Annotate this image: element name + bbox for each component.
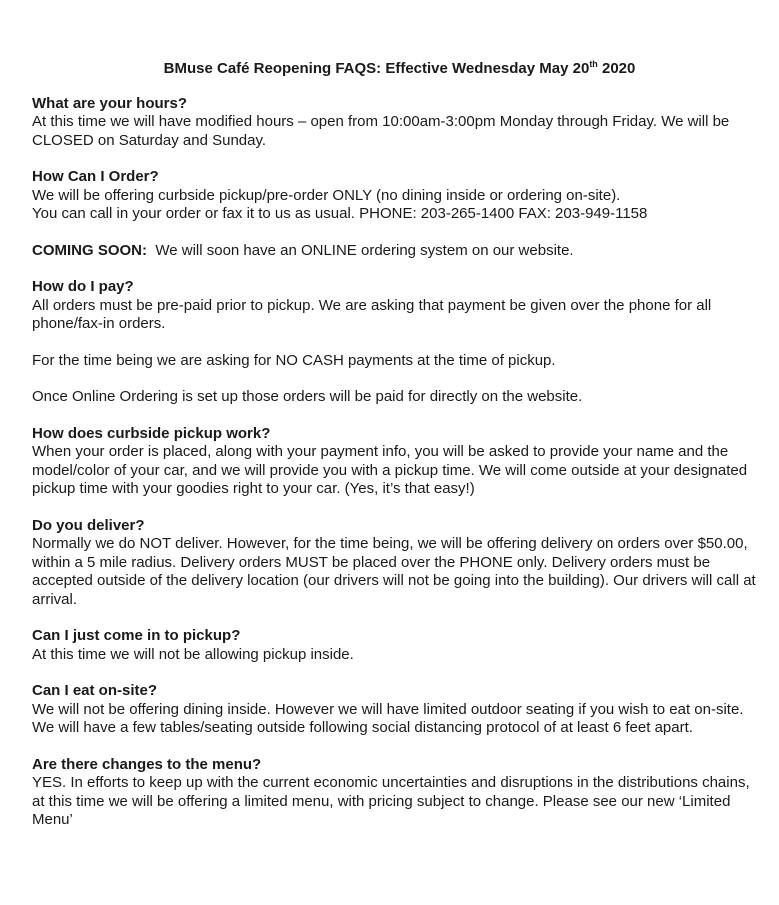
faq-pickup-inside [32,627,757,664]
faq-question: Can I just come in to pickup? [32,627,241,644]
faq-question: How does curbside pickup work? [32,424,271,442]
faq-answer: We will not be offering dining inside. However we will have limited outdoor seating if you wish to eat on-site. We will have a few tables/seating outside following social distancing protocol of at least 6 feet apart. [32,700,744,736]
faq-question: Can I eat on-site? [32,682,158,699]
faq-hours [32,95,757,151]
title-year: 2020 [597,60,636,77]
faq-question: Do you deliver? [32,516,145,534]
document-title [32,60,757,79]
faq-question: What are your hours? [32,94,188,112]
coming-soon-notice [32,242,757,261]
faq-answer: YES. In efforts to keep up with the current economic uncertainties and disruptions in the distributions chains, at this time we will be offering a limited menu, with pricing subject to change. Please see our new ‘Limited Menu’ [32,774,750,828]
faq-answer-line: We will be offering curbside pickup/pre-order ONLY (no dining inside or ordering on-site). [32,186,621,204]
title-text: BMuse Café Reopening FAQS: Effective Wednesday May 20 [163,60,590,77]
faq-pay [32,278,757,407]
faq-answer-no-cash: For the time being we are asking for NO CASH payments at the time of pickup. [32,351,556,369]
faq-deliver [32,517,757,610]
faq-question: How do I pay? [32,278,134,295]
faq-answer: All orders must be pre-paid prior to pickup. We are asking that payment be given over the phone for all phone/fax-in orders. [32,296,712,332]
faq-question: Are there changes to the menu? [32,755,262,773]
faq-question: How Can I Order? [32,168,159,185]
faq-order [32,168,757,224]
faq-answer-line: You can call in your order or fax it to us as usual. PHONE: 203-265-1400 FAX: 203-949-1158 [32,205,648,222]
coming-soon-label: COMING SOON: [32,241,147,259]
faq-answer: At this time we will have modified hours – open from 10:00am-3:00pm Monday through Friday. We will be CLOSED on Saturday and Sunday. [32,113,730,149]
title-superscript: th [589,59,598,69]
faq-curbside [32,425,757,499]
faq-answer: When your order is placed, along with your payment info, you will be asked to provide your name and the model/color of your car, and we will provide you with a pickup time. We will come outside at your designated pickup time with your goodies right to your car. (Yes, it’s that easy!) [32,443,748,497]
faq-answer: At this time we will not be allowing pickup inside. [32,645,354,663]
coming-soon-text: We will soon have an ONLINE ordering system on our website. [147,241,574,259]
faq-answer-online: Once Online Ordering is set up those orders will be paid for directly on the website. [32,388,583,405]
faq-eat-onsite [32,682,757,738]
faq-answer: Normally we do NOT deliver. However, for the time being, we will be offering delivery on orders over $50.00, within a 5 mile radius. Delivery orders MUST be placed over the PHONE only. Delivery orders must be accepted outside of the delivery location (our drivers will not be going into the building). Our drivers will call at arrival. [32,535,756,608]
faq-menu [32,756,757,830]
